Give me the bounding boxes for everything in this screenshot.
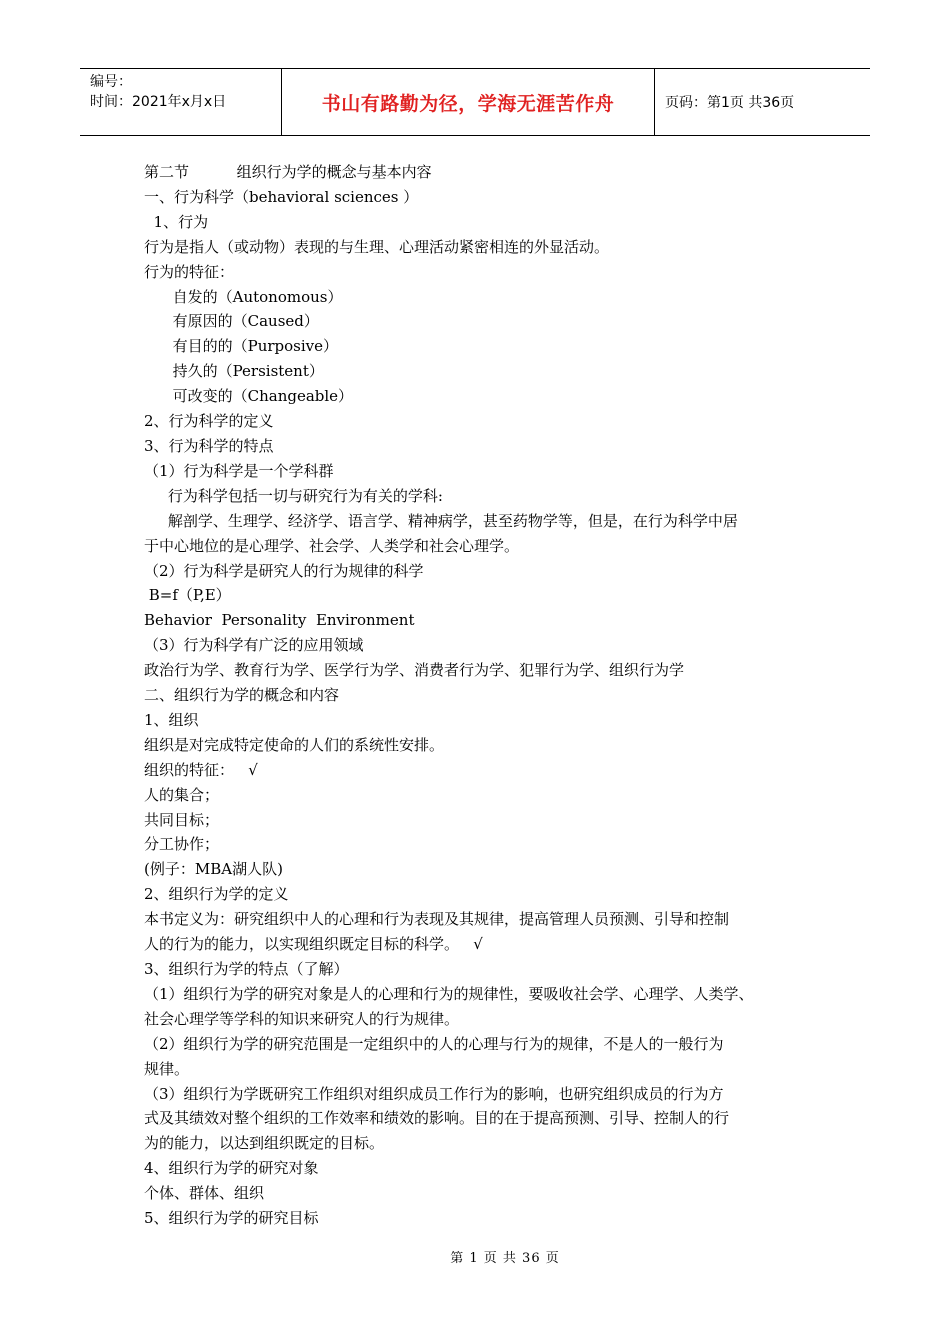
text-line: 二、组织行为学的概念和内容 — [144, 686, 340, 705]
text-line: 1、组织 — [144, 710, 199, 729]
text-line: 为的能力，以达到组织既定的目标。 — [144, 1134, 385, 1153]
header-motto-cell — [282, 69, 655, 135]
header-meta-cell — [80, 69, 282, 135]
text-line: 持久的（Persistent） — [144, 362, 324, 381]
text-line: 行为是指人（或动物）表现的与生理、心理活动紧密相连的外显活动。 — [144, 237, 610, 256]
text-line: 一、行为科学（behavioral sciences ） — [144, 187, 419, 206]
text-line: 政治行为学、教育行为学、医学行为学、消费者行为学、犯罪行为学、组织行为学 — [144, 661, 685, 680]
text-line: 可改变的（Changeable） — [144, 387, 354, 406]
text-line: 人的集合； — [144, 785, 220, 804]
document-body — [144, 160, 824, 1231]
text-line: 组织的特征： √ — [144, 760, 258, 779]
text-line: （3）行为科学有广泛的应用领域 — [144, 636, 364, 655]
text-line: 1、行为 — [144, 212, 209, 231]
text-line: 共同目标； — [144, 810, 220, 829]
text-line: 有原因的（Caused） — [144, 312, 319, 331]
text-line: 2、行为科学的定义 — [144, 412, 274, 431]
text-line: 5、组织行为学的研究目标 — [144, 1209, 319, 1228]
text-line: 社会心理学等学科的知识来研究人的行为规律。 — [144, 1009, 460, 1028]
text-line: （2）组织行为学的研究范围是一定组织中的人的心理与行为的规律，不是人的一般行为 — [144, 1034, 724, 1053]
text-line: 分工协作； — [144, 835, 220, 854]
text-line: 自发的（Autonomous） — [144, 287, 343, 306]
text-line: 式及其绩效对整个组织的工作效率和绩效的影响。目的在于提高预测、引导、控制人的行 — [144, 1109, 730, 1128]
header-table — [80, 68, 870, 136]
text-line: 行为科学包括一切与研究行为有关的学科: — [144, 486, 443, 505]
text-line: （3）组织行为学既研究工作组织对组织成员工作行为的影响，也研究组织成员的行为方 — [144, 1084, 724, 1103]
text-line: 规律。 — [144, 1059, 190, 1078]
header-page-cell — [655, 69, 870, 135]
text-line: 3、行为科学的特点 — [144, 436, 274, 455]
text-line: 3、组织行为学的特点（了解） — [144, 960, 349, 978]
header-motto: 书山有路勤为径，学海无涯苦作舟 — [321, 92, 615, 115]
text-line: 行为的特征： — [144, 262, 235, 281]
text-line: Behavior Personality Environment — [144, 611, 415, 630]
text-line: 组织是对完成特定使命的人们的系统性安排。 — [144, 735, 445, 754]
text-line: 本书定义为：研究组织中人的心理和行为表现及其规律，提高管理人员预测、引导和控制 — [144, 910, 730, 929]
text-line: 于中心地位的是心理学、社会学、人类学和社会心理学。 — [144, 536, 520, 555]
text-line: 有目的的（Purposive） — [144, 337, 339, 356]
text-line: （2）行为科学是研究人的行为规律的科学 — [144, 561, 424, 580]
text-line: 个体、群体、组织 — [144, 1184, 265, 1203]
text-line: 解剖学、生理学、经济学、语言学、精神病学，甚至药物学等，但是，在行为科学中居 — [144, 511, 738, 530]
header-page-info: 页码：第1页 共36页 — [665, 95, 795, 111]
document-number-label: 编号： — [90, 74, 132, 90]
text-line: （1）组织行为学的研究对象是人的心理和行为的规律性，要吸收社会学、心理学、人类学、 — [144, 984, 754, 1003]
text-line: (例子：MBA湖人队) — [144, 860, 283, 879]
document-time-label: 时间：2021年x月x日 — [90, 94, 227, 110]
text-line: 2、组织行为学的定义 — [144, 885, 289, 904]
text-line: B=f（P,E） — [144, 586, 231, 605]
text-line: 4、组织行为学的研究对象 — [144, 1159, 319, 1178]
text-line: 第二节 组织行为学的概念与基本内容 — [144, 163, 432, 181]
page-footer: 第 1 页 共 36 页 — [450, 1251, 560, 1266]
text-line: 人的行为的能力，以实现组织既定目标的科学。 √ — [144, 935, 483, 954]
text-line: （1）行为科学是一个学科群 — [144, 461, 334, 480]
